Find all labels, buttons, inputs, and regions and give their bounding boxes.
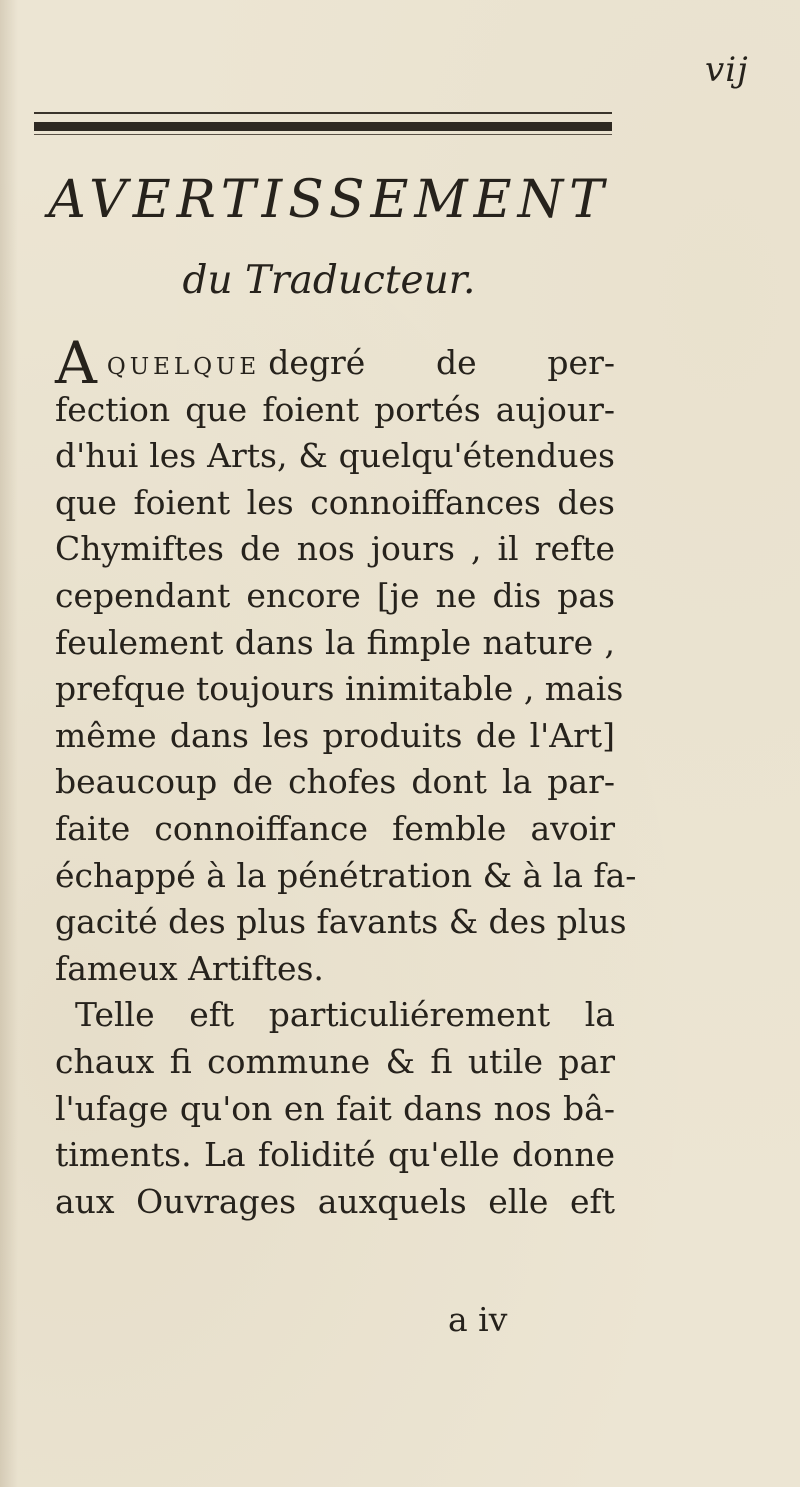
text-line: aux Ouvrages auxquels elle eft: [55, 1181, 615, 1221]
text-line: feulement dans la fimple nature ,: [55, 622, 615, 662]
header-rule-top: [34, 112, 612, 114]
page-gutter-shadow: [0, 0, 18, 1487]
text-line: faite connoiffance femble avoir: [55, 808, 615, 848]
text-line: d'hui les Arts, & quelqu'étendues: [55, 436, 615, 476]
text-line: l'ufage qu'on en fait dans nos bâ-: [55, 1088, 615, 1128]
text-line: échappé à la pénétration & à la fa-: [55, 855, 637, 895]
page-number: vij: [705, 50, 749, 90]
drop-capital: A: [55, 329, 97, 397]
text-line: gacité des plus favants & des plus: [55, 902, 627, 942]
text-line-first: [55, 329, 615, 397]
text-line: même dans les produits de l'Art]: [55, 715, 615, 755]
signature-mark: a iv: [448, 1300, 508, 1339]
text-line: chaux fi commune & fi utile par: [55, 1041, 615, 1081]
text-line-paragraph2: Telle eft particuliérement la: [75, 995, 615, 1035]
header-rule-ornament: [34, 122, 612, 131]
page-title: AVERTISSEMENT: [48, 170, 610, 230]
opening-smallcaps: quelque: [106, 343, 261, 382]
opening-rest: degré de per-: [268, 343, 615, 382]
text-line: Chymiftes de nos jours , il refte: [55, 529, 615, 569]
text-line: fection que foient portés aujour-: [55, 389, 615, 429]
text-line: prefque toujours inimitable , mais: [55, 669, 624, 709]
text-line: beaucoup de chofes dont la par-: [55, 762, 615, 802]
text-line: timents. La folidité qu'elle donne: [55, 1135, 615, 1175]
page-subtitle: du Traducteur.: [182, 258, 476, 303]
body-text: [55, 329, 637, 1225]
header-rule-bottom: [34, 134, 612, 135]
text-line: que foient les connoiffances des: [55, 482, 615, 522]
text-line: cependant encore [je ne dis pas: [55, 575, 615, 615]
text-line-paragraph-end: fameux Artiftes.: [55, 948, 324, 988]
